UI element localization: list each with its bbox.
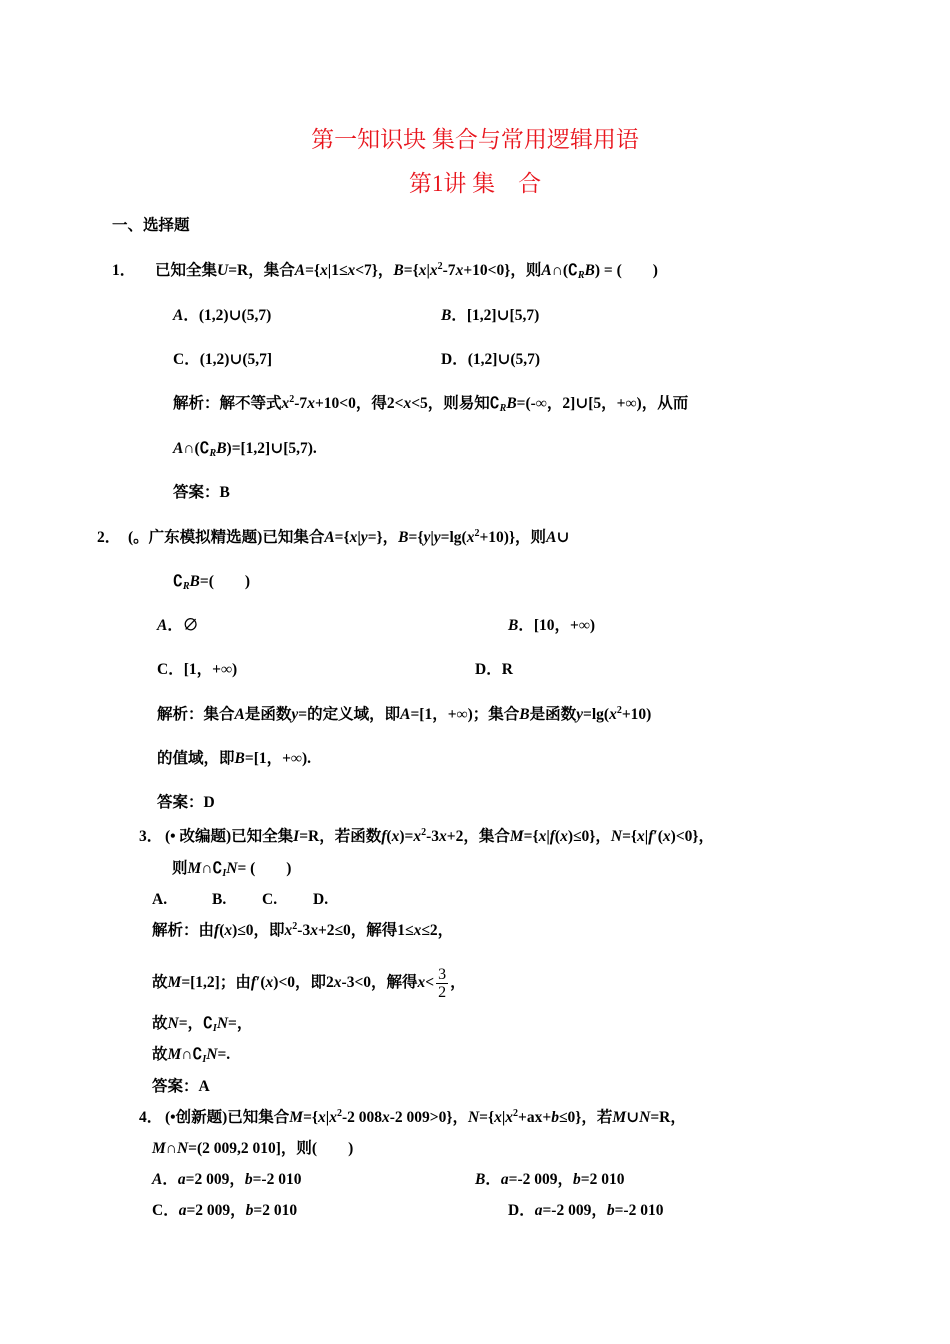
question-3-answer: 答案：A bbox=[152, 1078, 210, 1095]
question-4-option-b: B．a=-2 009，b=2 010 bbox=[475, 1171, 625, 1188]
question-3-option-d: D. bbox=[313, 891, 329, 908]
question-1-analysis-line-1: 解析：解不等式$x^2-7x+10<0$，得2<x<5，则易知$∁_RB=(-\infty$，2]∪[5，+∞)，从而 bbox=[173, 394, 689, 414]
question-3-option-c: C. bbox=[262, 891, 278, 908]
question-2-number: 2． bbox=[97, 529, 121, 546]
question-1-analysis-line-2: $A\cap(∁_RB)=[1,2]\cup[5,7)$. bbox=[173, 440, 317, 459]
question-1-option-d: D．(1,2]∪(5,7) bbox=[441, 351, 541, 368]
document-title: 第一知识块 集合与常用逻辑用语 bbox=[311, 127, 639, 152]
question-2-analysis-line-2: 的值域，即B=[1，+∞). bbox=[157, 750, 312, 767]
question-2-option-a: A．∅ bbox=[157, 617, 199, 634]
question-4-stem-line-1: (•创新题)已知集合$M=\{x|x^2-2$ 008x-2 009>0}，$N=\{x|x^2+ax+b\le 0\}$，若M∪N=R， bbox=[165, 1108, 686, 1126]
question-3-option-b: B. bbox=[212, 891, 227, 908]
question-1-answer: 答案：B bbox=[173, 484, 230, 501]
question-2-option-d: D．R bbox=[475, 661, 513, 678]
question-2-option-c: C．[1，+∞) bbox=[157, 661, 238, 678]
question-4-option-d: D．a=-2 009，b=-2 010 bbox=[508, 1202, 664, 1219]
question-1-stem: 已知全集U=R，集合A={x|1≤x<7}，$B=\{x|x^2-7x+10<0\}$，则$A\cap(∁_RB)$ = ( ) bbox=[155, 261, 658, 281]
question-2-stem-line-2: $∁_RB=$( ) bbox=[173, 573, 251, 592]
lecture-title: 第1讲 集 合 bbox=[408, 171, 542, 196]
question-3-option-a: A. bbox=[152, 891, 168, 908]
question-1-option-b: B．[1,2]∪[5,7) bbox=[441, 307, 540, 324]
question-3-stem-line-1: (• 改编题)已知全集I=R，若函数$f(x)=x^2-3x+2$，集合M={x|f(x)≤0}，N={x|f′(x)<0}， bbox=[165, 827, 715, 845]
question-1-option-c: C．(1,2)∪(5,7] bbox=[173, 351, 273, 368]
question-3-number: 3． bbox=[139, 828, 163, 845]
question-2-option-b: B．[10，+∞) bbox=[508, 617, 596, 634]
section-heading: 一、选择题 bbox=[112, 217, 190, 234]
question-3-analysis-line-2: 故M=[1,2]；由f′(x)<0，即2x-3<0，解得x< $\frac{3}{2}$ ， bbox=[152, 966, 466, 1001]
question-2-stem-line-1: (。广东模拟精选题)已知集合A={x|y=}，$B=\{y|y=\lg(x^2+10)\}$，则A∪ bbox=[128, 528, 570, 546]
question-3-analysis-line-1: 解析：由f(x)≤0，即$x^2-3x+2\le 0$，解得1≤x≤2， bbox=[152, 921, 454, 939]
question-3-stem-line-2: 则$M\cap∁_IN=$ ( ) bbox=[172, 860, 292, 879]
question-3-analysis-line-3: 故N=，$∁_IN=$， bbox=[152, 1015, 253, 1034]
question-2-answer: 答案：D bbox=[157, 794, 215, 811]
question-2-analysis-line-1: 解析：集合A是函数y=的定义域，即A=[1，+∞)；集合B是函数$y=\lg(x^2+10)$ bbox=[157, 705, 652, 723]
question-4-option-c: C．a=2 009，b=2 010 bbox=[152, 1202, 298, 1219]
question-4-number: 4． bbox=[139, 1109, 163, 1126]
question-1-number: 1． bbox=[112, 262, 136, 279]
fraction: $\frac{3}{2}$ bbox=[438, 966, 447, 1001]
question-4-option-a: A．a=2 009，b=-2 010 bbox=[152, 1171, 302, 1188]
question-1-option-a: A．(1,2)∪(5,7) bbox=[173, 307, 272, 324]
question-3-analysis-line-4: 故$M\cap∁_IN=$. bbox=[152, 1046, 231, 1065]
question-4-stem-line-2: M∩N=(2 009,2 010]，则( ) bbox=[152, 1140, 354, 1157]
